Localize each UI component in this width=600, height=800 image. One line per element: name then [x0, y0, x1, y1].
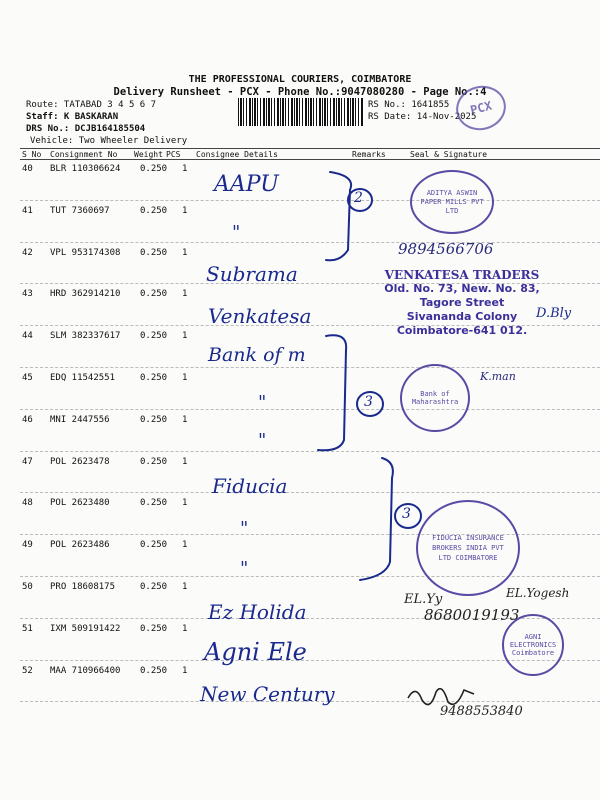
consignment-cell: PRO 18608175: [50, 582, 116, 592]
signature-52-phone: 9488553840: [440, 704, 523, 719]
pcs-cell: 1: [182, 623, 188, 634]
consignment-cell: MNI 2447556: [50, 414, 110, 425]
weight-cell: 0.250: [140, 623, 168, 634]
bracket-group-3: [360, 458, 393, 580]
hw-ditto-49: ": [240, 558, 249, 579]
sno-cell: 51: [22, 623, 33, 634]
col-seal: Seal & Signature: [410, 150, 488, 159]
venkatesa-name: VENKATESA TRADERS: [384, 268, 540, 282]
group-number-3: 3: [402, 506, 411, 522]
signature-phone-42: 9894566706: [398, 240, 494, 258]
pcs-cell: 1: [182, 414, 188, 425]
venkatesa-address-2: Tagore Street: [419, 296, 505, 309]
hw-consignee-44: Bank of m: [208, 344, 306, 366]
bracket-group-2: [318, 335, 346, 450]
staff-label: Staff: K BASKARAN: [26, 112, 119, 122]
signature-50-b: EL.Yogesh: [506, 586, 570, 600]
weight-cell: 0.250: [140, 373, 168, 383]
aditya-stamp-text: ADITYA ASWIN PAPER MILLS PVT LTD: [420, 188, 484, 215]
consignment-cell: POL 2623478: [50, 456, 110, 467]
group-number-1: 2: [354, 190, 363, 206]
hw-consignee-42: Subrama: [206, 262, 298, 286]
bracket-group-1: [326, 172, 351, 260]
col-remarks: Remarks: [352, 150, 386, 159]
weight-cell: 0.250: [140, 498, 168, 509]
sno-cell: 43: [22, 289, 33, 300]
consignment-cell: EDQ 11542551: [50, 373, 116, 383]
venkatesa-address-4: Coimbatore-641 012.: [396, 324, 528, 337]
signature-50-a: EL.Yy: [404, 592, 443, 607]
hw-ditto-41: ": [232, 222, 241, 243]
hw-consignee-43: Venkatesa: [208, 304, 312, 328]
pcs-cell: 1: [182, 331, 188, 342]
fiducia-stamp: [416, 500, 520, 596]
pcs-cell: 1: [182, 164, 188, 174]
pcs-cell: 1: [182, 456, 188, 467]
sno-cell: 52: [22, 665, 33, 676]
consignment-cell: IXM 509191422: [50, 623, 121, 634]
weight-cell: 0.250: [140, 665, 168, 676]
venkatesa-address-1: Old. No. 73, New. No. 83,: [384, 282, 540, 295]
bank-of-maharashtra-stamp: [400, 364, 470, 432]
hw-consignee-51: Agni Ele: [204, 638, 307, 666]
pcs-cell: 1: [182, 373, 188, 383]
col-consignment: Consignment No: [50, 150, 118, 159]
consignment-cell: SLM 382337617: [50, 331, 121, 342]
col-consignee: Consignee Details: [196, 150, 278, 159]
rs-number: RS No.: 1641855: [368, 100, 450, 110]
consignment-cell: HRD 362914210: [50, 289, 121, 300]
drs-number: DRS No.: DCJB164185504: [26, 124, 146, 134]
pcx-stamp-text: PCX: [468, 98, 494, 118]
sno-cell: 47: [22, 456, 33, 467]
sno-cell: 41: [22, 205, 33, 216]
bank-stamp-text: Bank of Maharashtra: [411, 390, 459, 406]
runsheet-title: Delivery Runsheet - PCX - Phone No.:9047080280 - Page No.:4: [113, 86, 487, 98]
agni-electronics-stamp: [502, 614, 564, 676]
consignment-cell: POL 2623480: [50, 498, 110, 509]
col-pcs: PCS: [166, 150, 181, 159]
col-weight: Weight: [134, 150, 163, 159]
weight-cell: 0.250: [140, 540, 168, 551]
aditya-paper-mills-stamp: [410, 170, 494, 234]
weight-cell: 0.250: [140, 164, 168, 174]
weight-cell: 0.250: [140, 331, 168, 342]
consignment-cell: BLR 110306624: [50, 164, 121, 174]
weight-cell: 0.250: [140, 205, 168, 216]
venkatesa-address-3: Sivananda Colony: [406, 310, 518, 323]
agni-stamp-text: AGNI ELECTRONICS Coimbatore: [509, 633, 557, 657]
sno-cell: 50: [22, 582, 33, 592]
sno-cell: 46: [22, 414, 33, 425]
signature-44: D.Bly: [536, 306, 572, 321]
hw-ditto-48: ": [240, 518, 249, 539]
signature-50-phone: 8680019193: [424, 606, 520, 624]
pcs-cell: 1: [182, 582, 188, 592]
weight-cell: 0.250: [140, 289, 168, 300]
venkatesa-traders-stamp: [370, 268, 554, 338]
hw-ditto-46: ": [258, 430, 267, 451]
fiducia-stamp-text: FIDUCIA INSURANCE BROKERS INDIA PVT LTD COIMBATORE: [432, 534, 504, 562]
weight-cell: 0.250: [140, 414, 168, 425]
pcs-cell: 1: [182, 665, 188, 676]
sno-cell: 40: [22, 164, 33, 174]
consignment-cell: TUT 7360697: [50, 205, 110, 216]
hw-consignee-40: AAPU: [214, 172, 279, 197]
pcs-cell: 1: [182, 289, 188, 300]
hw-consignee-52: New Century: [200, 682, 335, 706]
weight-cell: 0.250: [140, 582, 168, 592]
pcs-cell: 1: [182, 205, 188, 216]
col-sno: S No: [22, 150, 42, 159]
hw-consignee-47: Fiducia: [212, 474, 288, 498]
consignment-cell: POL 2623486: [50, 540, 110, 551]
signature-45: K.man: [480, 370, 516, 383]
company-name: THE PROFESSIONAL COURIERS, COIMBATORE: [188, 74, 412, 85]
sno-cell: 45: [22, 373, 33, 383]
consignment-cell: VPL 953174308: [50, 247, 121, 258]
pcs-cell: 1: [182, 540, 188, 551]
route-label: Route: TATABAD 3 4 5 6 7: [26, 100, 157, 110]
sno-cell: 42: [22, 247, 33, 258]
weight-cell: 0.250: [140, 247, 168, 258]
hw-ditto-45: ": [258, 392, 267, 413]
sno-cell: 44: [22, 331, 33, 342]
hw-consignee-50: Ez Holida: [208, 600, 307, 624]
weight-cell: 0.250: [140, 456, 168, 467]
group-number-2: 3: [364, 394, 373, 410]
vehicle-label: Vehicle: Two Wheeler Delivery: [30, 136, 188, 146]
rs-date: RS Date: 14-Nov-2025: [368, 112, 477, 122]
sno-cell: 49: [22, 540, 33, 551]
consignment-cell: MAA 710966400: [50, 665, 121, 676]
sno-cell: 48: [22, 498, 33, 509]
pcs-cell: 1: [182, 498, 188, 509]
pcs-cell: 1: [182, 247, 188, 258]
